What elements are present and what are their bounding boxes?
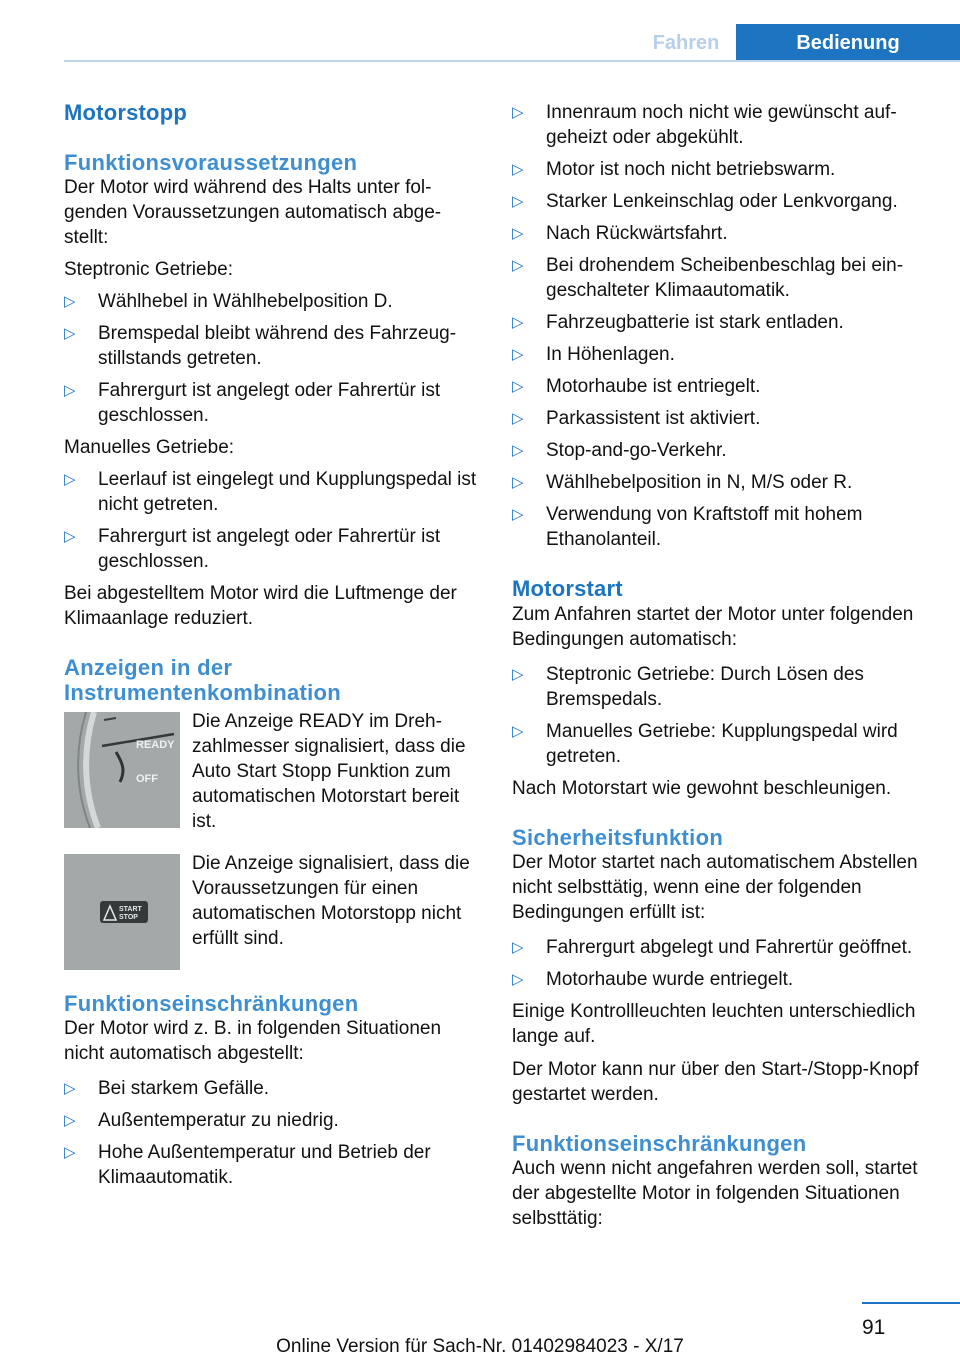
list-item: ▷ Bremspedal bleibt während des Fahrzeugstillstands getreten. (64, 323, 457, 369)
paragraph-einschraenkungen-2: Auch wenn nicht angefahren werden soll, startet der abgestellte Motor in folgenden Situationen selbsttätig: (512, 1158, 918, 1229)
figure-ready-caption: Die Anzeige READY im Drehzahlmesser signalisiert, dass die Auto Start Stopp Funktion zum automatischen Motorstart bereit ist. (192, 711, 466, 832)
heading-motorstopp: Motorstopp (64, 100, 187, 125)
triangle-bullet-icon: ▷ (512, 161, 524, 178)
triangle-bullet-icon: ▷ (512, 378, 524, 395)
list-item: ▷ Parkassistent ist aktiviert. (512, 408, 761, 429)
list-item: ▷ Innenraum noch nicht wie gewünscht aufgeheizt oder abgekühlt. (512, 102, 897, 148)
heading-funktionseinschraenkungen: Funktionseinschränkungen (64, 991, 359, 1016)
list-item: ▷ Wählhebelposition in N, M/S oder R. (512, 472, 853, 493)
triangle-bullet-icon: ▷ (512, 723, 524, 740)
list-sicherheit (512, 935, 932, 992)
label-steptronic: Steptronic Getriebe: (64, 259, 233, 280)
heading-motorstart: Motorstart (512, 576, 623, 601)
tachometer-ready-image (64, 712, 180, 828)
triangle-bullet-icon: ▷ (64, 382, 76, 399)
triangle-bullet-icon: ▷ (64, 528, 76, 545)
list-steptronic (64, 289, 478, 428)
paragraph-sicherheit: Der Motor startet nach automatischem Abstellen nicht selbsttätig, wenn eine der folgenden Bedingungen erfüllt ist: (512, 852, 918, 923)
triangle-bullet-icon: ▷ (512, 474, 524, 491)
list-continued (512, 100, 932, 552)
triangle-bullet-icon: ▷ (64, 325, 76, 342)
list-item: ▷ Leerlauf ist eingelegt und Kupplungspedal ist nicht getreten. (64, 469, 477, 515)
list-item: ▷ In Höhenlagen. (512, 344, 675, 365)
triangle-bullet-icon: ▷ (64, 1080, 76, 1097)
page-number: 91 (862, 1316, 886, 1339)
list-item: ▷ Bei drohendem Scheibenbeschlag bei eingeschalteter Klimaautomatik. (512, 255, 904, 301)
right-column (512, 100, 932, 1231)
triangle-bullet-icon: ▷ (512, 193, 524, 210)
list-item: ▷ Bei starkem Gefälle. (64, 1078, 270, 1099)
paragraph-luftmenge: Bei abgestelltem Motor wird die Luftmenge der Klimaanlage reduziert. (64, 583, 457, 629)
triangle-bullet-icon: ▷ (512, 506, 524, 523)
list-item: ▷ Wählhebel in Wählhebelposition D. (64, 291, 393, 312)
page-number-rule (862, 1302, 960, 1304)
triangle-bullet-icon: ▷ (512, 666, 524, 683)
paragraph-motorstart: Zum Anfahren startet der Motor unter folgenden Bedingungen automatisch: (512, 604, 914, 650)
list-motorstart (512, 662, 932, 769)
list-item: ▷ Manuelles Getriebe: Kupplungspedal wird getreten. (512, 721, 898, 767)
list-item: ▷ Steptronic Getriebe: Durch Lösen des Bremspedals. (512, 664, 864, 710)
heading-anzeigen: Anzeigen in der Instrumentenkombination (64, 655, 342, 705)
triangle-bullet-icon: ▷ (512, 104, 524, 121)
tab-fahren[interactable]: Fahren (652, 32, 720, 54)
triangle-bullet-icon: ▷ (512, 257, 524, 274)
triangle-bullet-icon: ▷ (512, 346, 524, 363)
list-item: ▷ Hohe Außentemperatur und Betrieb der Klimaautomatik. (64, 1142, 431, 1188)
list-item: ▷ Nach Rückwärtsfahrt. (512, 223, 728, 244)
triangle-bullet-icon: ▷ (64, 293, 76, 310)
list-item: ▷ Motorhaube ist entriegelt. (512, 376, 761, 397)
triangle-bullet-icon: ▷ (512, 971, 524, 988)
start-label: START (119, 906, 142, 913)
triangle-bullet-icon: ▷ (512, 225, 524, 242)
triangle-bullet-icon: ▷ (512, 442, 524, 459)
paragraph-intro: Der Motor wird während des Halts unter folgenden Voraussetzungen automatisch abgestellt: (64, 177, 442, 248)
paragraph-start-stopp-knopf: Der Motor kann nur über den Start-/Stopp-Knopf gestartet werden. (512, 1059, 919, 1105)
list-item: ▷ Verwendung von Kraftstoff mit hohem Ethanolanteil. (512, 504, 863, 550)
heading-funktionsvoraussetzungen: Funktionsvoraussetzungen (64, 150, 358, 175)
header-rule (64, 60, 960, 62)
heading-funktionseinschraenkungen-2: Funktionseinschränkungen (512, 1131, 807, 1156)
figure-start-stop-caption: Die Anzeige signalisiert, dass die Voraussetzungen für einen automatischen Motorstopp nicht erfüllt sind. (192, 853, 470, 949)
triangle-bullet-icon: ▷ (64, 471, 76, 488)
paragraph-einschraenkungen: Der Motor wird z. B. in folgenden Situationen nicht automatisch abgestellt: (64, 1018, 442, 1064)
left-column (64, 100, 478, 1190)
list-item: ▷ Starker Lenkeinschlag oder Lenkvorgang. (512, 191, 898, 212)
figure-start-stop (64, 851, 478, 969)
figure-ready (64, 709, 478, 832)
triangle-bullet-icon: ▷ (64, 1144, 76, 1161)
list-item: ▷ Fahrergurt ist angelegt oder Fahrertür ist geschlossen. (64, 526, 441, 572)
ready-label: READY (136, 739, 175, 751)
list-item: ▷ Fahrergurt abgelegt und Fahrertür geöffnet. (512, 937, 913, 958)
triangle-bullet-icon: ▷ (512, 410, 524, 427)
list-item: ▷ Motor ist noch nicht betriebswarm. (512, 159, 836, 180)
start-stop-warning-image (64, 854, 180, 970)
triangle-bullet-icon: ▷ (512, 939, 524, 956)
list-item: ▷ Fahrzeugbatterie ist stark entladen. (512, 312, 844, 333)
list-item: ▷ Außentemperatur zu niedrig. (64, 1110, 339, 1131)
list-item: ▷ Stop-and-go-Verkehr. (512, 440, 727, 461)
stop-label: STOP (119, 914, 138, 921)
heading-sicherheitsfunktion: Sicherheitsfunktion (512, 825, 724, 850)
list-item: ▷ Motorhaube wurde entriegelt. (512, 969, 794, 990)
footer-online-version: Online Version für Sach-Nr. 01402984023 - X/17 (276, 1336, 684, 1357)
tab-bedienung[interactable]: Bedienung (736, 24, 960, 62)
paragraph-nach-motorstart: Nach Motorstart wie gewohnt beschleunigen. (512, 778, 892, 799)
list-item: ▷ Fahrergurt ist angelegt oder Fahrertür ist geschlossen. (64, 380, 441, 426)
paragraph-kontrollleuchten: Einige Kontrollleuchten leuchten unterschiedlich lange auf. (512, 1001, 916, 1047)
triangle-bullet-icon: ▷ (64, 1112, 76, 1129)
list-manuell (64, 467, 478, 574)
off-label: OFF (136, 773, 158, 785)
list-einschraenkungen (64, 1076, 478, 1190)
triangle-bullet-icon: ▷ (512, 314, 524, 331)
label-manuell: Manuelles Getriebe: (64, 437, 235, 458)
